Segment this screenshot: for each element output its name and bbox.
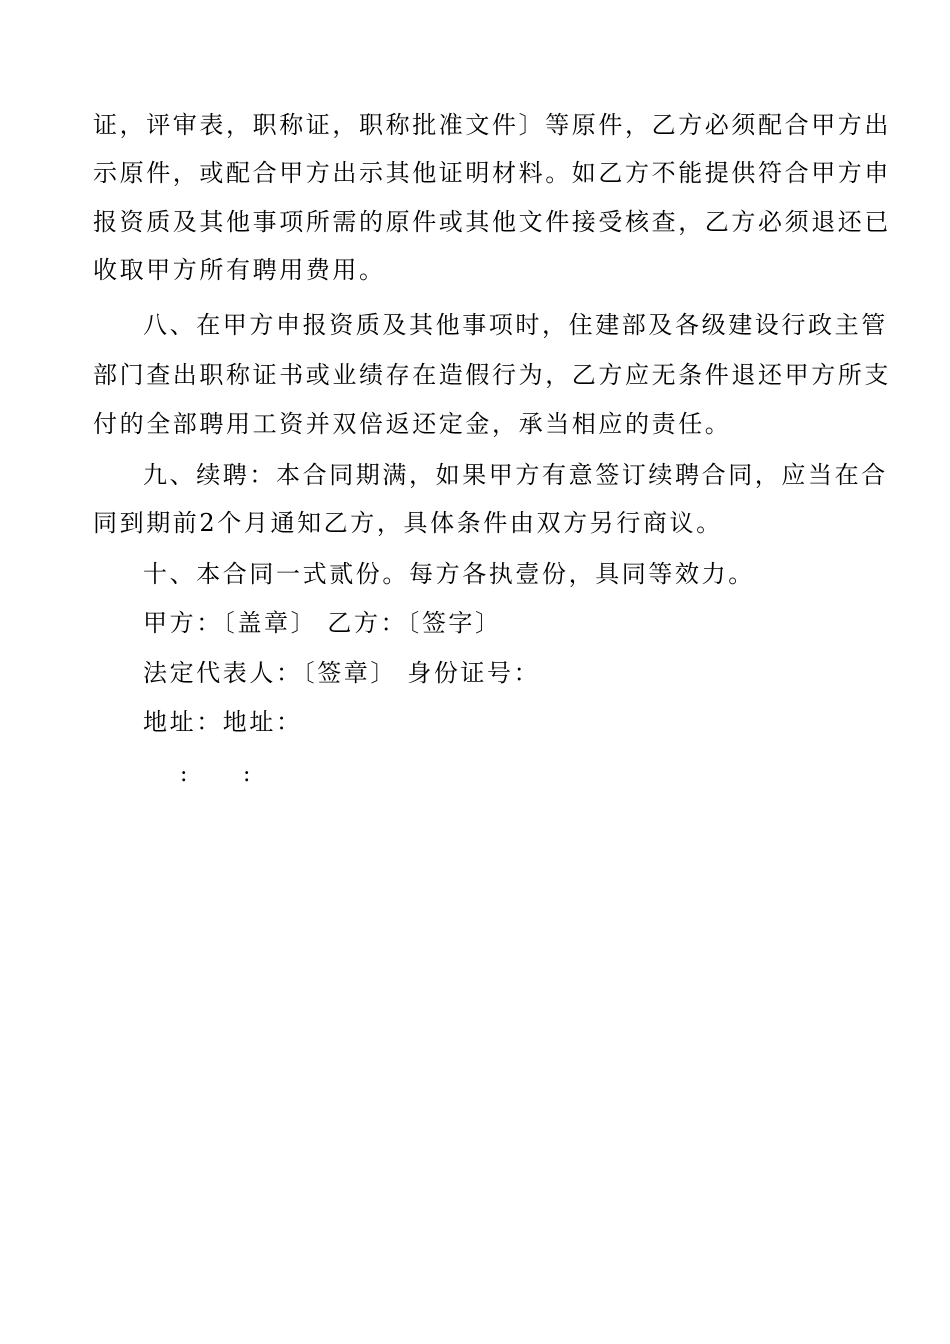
clause-8-line-3: 付的全部聘用工资并双倍返还定金，承当相应的责任。 <box>93 410 732 438</box>
body-line-2: 示原件，或配合甲方出示其他证明材料。如乙方不能提供符合甲方申 <box>93 159 891 187</box>
party-signature-line: 甲方：〔盖章〕 乙方：〔签字〕 <box>143 609 502 637</box>
address-line: 地址：地址： <box>143 708 303 736</box>
representative-id-line: 法定代表人：〔签章〕 身份证号： <box>143 659 541 687</box>
clause-10-line: 十、本合同一式贰份。每方各执壹份，具同等效力。 <box>143 560 755 588</box>
body-line-3: 报资质及其他事项所需的原件或其他文件接受核查，乙方必须退还已 <box>93 208 891 236</box>
clause-9-line-2: 同到期前2个月通知乙方，具体条件由双方另行商议。 <box>93 509 723 537</box>
clause-9-line-1: 九、续聘：本合同期满，如果甲方有意签订续聘合同，应当在合 <box>143 461 888 489</box>
clause-8-line-1: 八、在甲方申报资质及其他事项时，住建部及各级建设行政主管 <box>143 311 888 339</box>
body-line-1: 证，评审表，职称证，职称批准文件〕等原件，乙方必须配合甲方出 <box>93 111 891 139</box>
trailing-colon-2: : <box>243 762 251 787</box>
clause-8-line-2: 部门查出职称证书或业绩存在造假行为，乙方应无条件退还甲方所支 <box>93 361 891 389</box>
body-line-4: 收取甲方所有聘用费用。 <box>93 256 386 284</box>
trailing-colon-1: : <box>180 762 188 787</box>
